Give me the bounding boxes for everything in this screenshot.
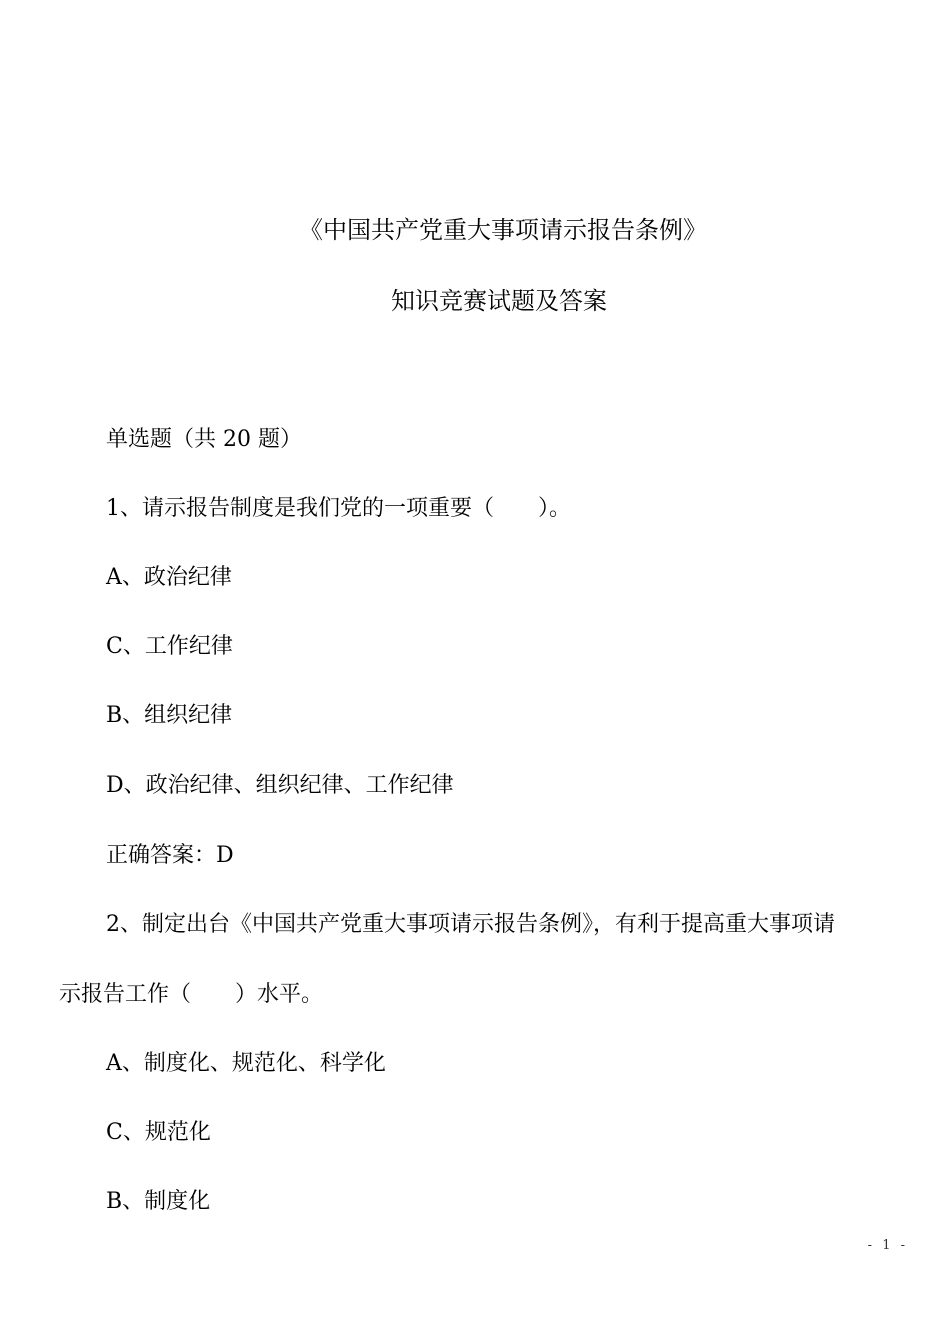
question-2-option-c: C、规范化: [106, 1120, 211, 1145]
question-1-option-b: B、组织纪律: [106, 703, 233, 728]
document-title: 《中国共产党重大事项请示报告条例》: [299, 216, 707, 244]
section-heading: 单选题（共 20 题）: [106, 427, 302, 452]
question-1-stem: 1、请示报告制度是我们党的一项重要（ ）。: [106, 496, 571, 521]
page-number: - 1 -: [867, 1238, 908, 1253]
question-1-option-c: C、工作纪律: [106, 634, 233, 659]
question-2-stem-line-2: 示报告工作（ ）水平。: [59, 982, 324, 1007]
question-1-option-d: D、政治纪律、组织纪律、工作纪律: [106, 773, 454, 798]
question-2-option-b: B、制度化: [106, 1189, 211, 1214]
document-subtitle: 知识竞赛试题及答案: [391, 287, 607, 315]
question-1-answer: 正确答案：D: [106, 843, 234, 868]
question-2-stem-line-1: 2、制定出台《中国共产党重大事项请示报告条例》，有利于提高重大事项请: [106, 912, 835, 937]
question-1-option-a: A、政治纪律: [106, 565, 232, 590]
question-2-option-a: A、制度化、规范化、科学化: [106, 1051, 386, 1076]
